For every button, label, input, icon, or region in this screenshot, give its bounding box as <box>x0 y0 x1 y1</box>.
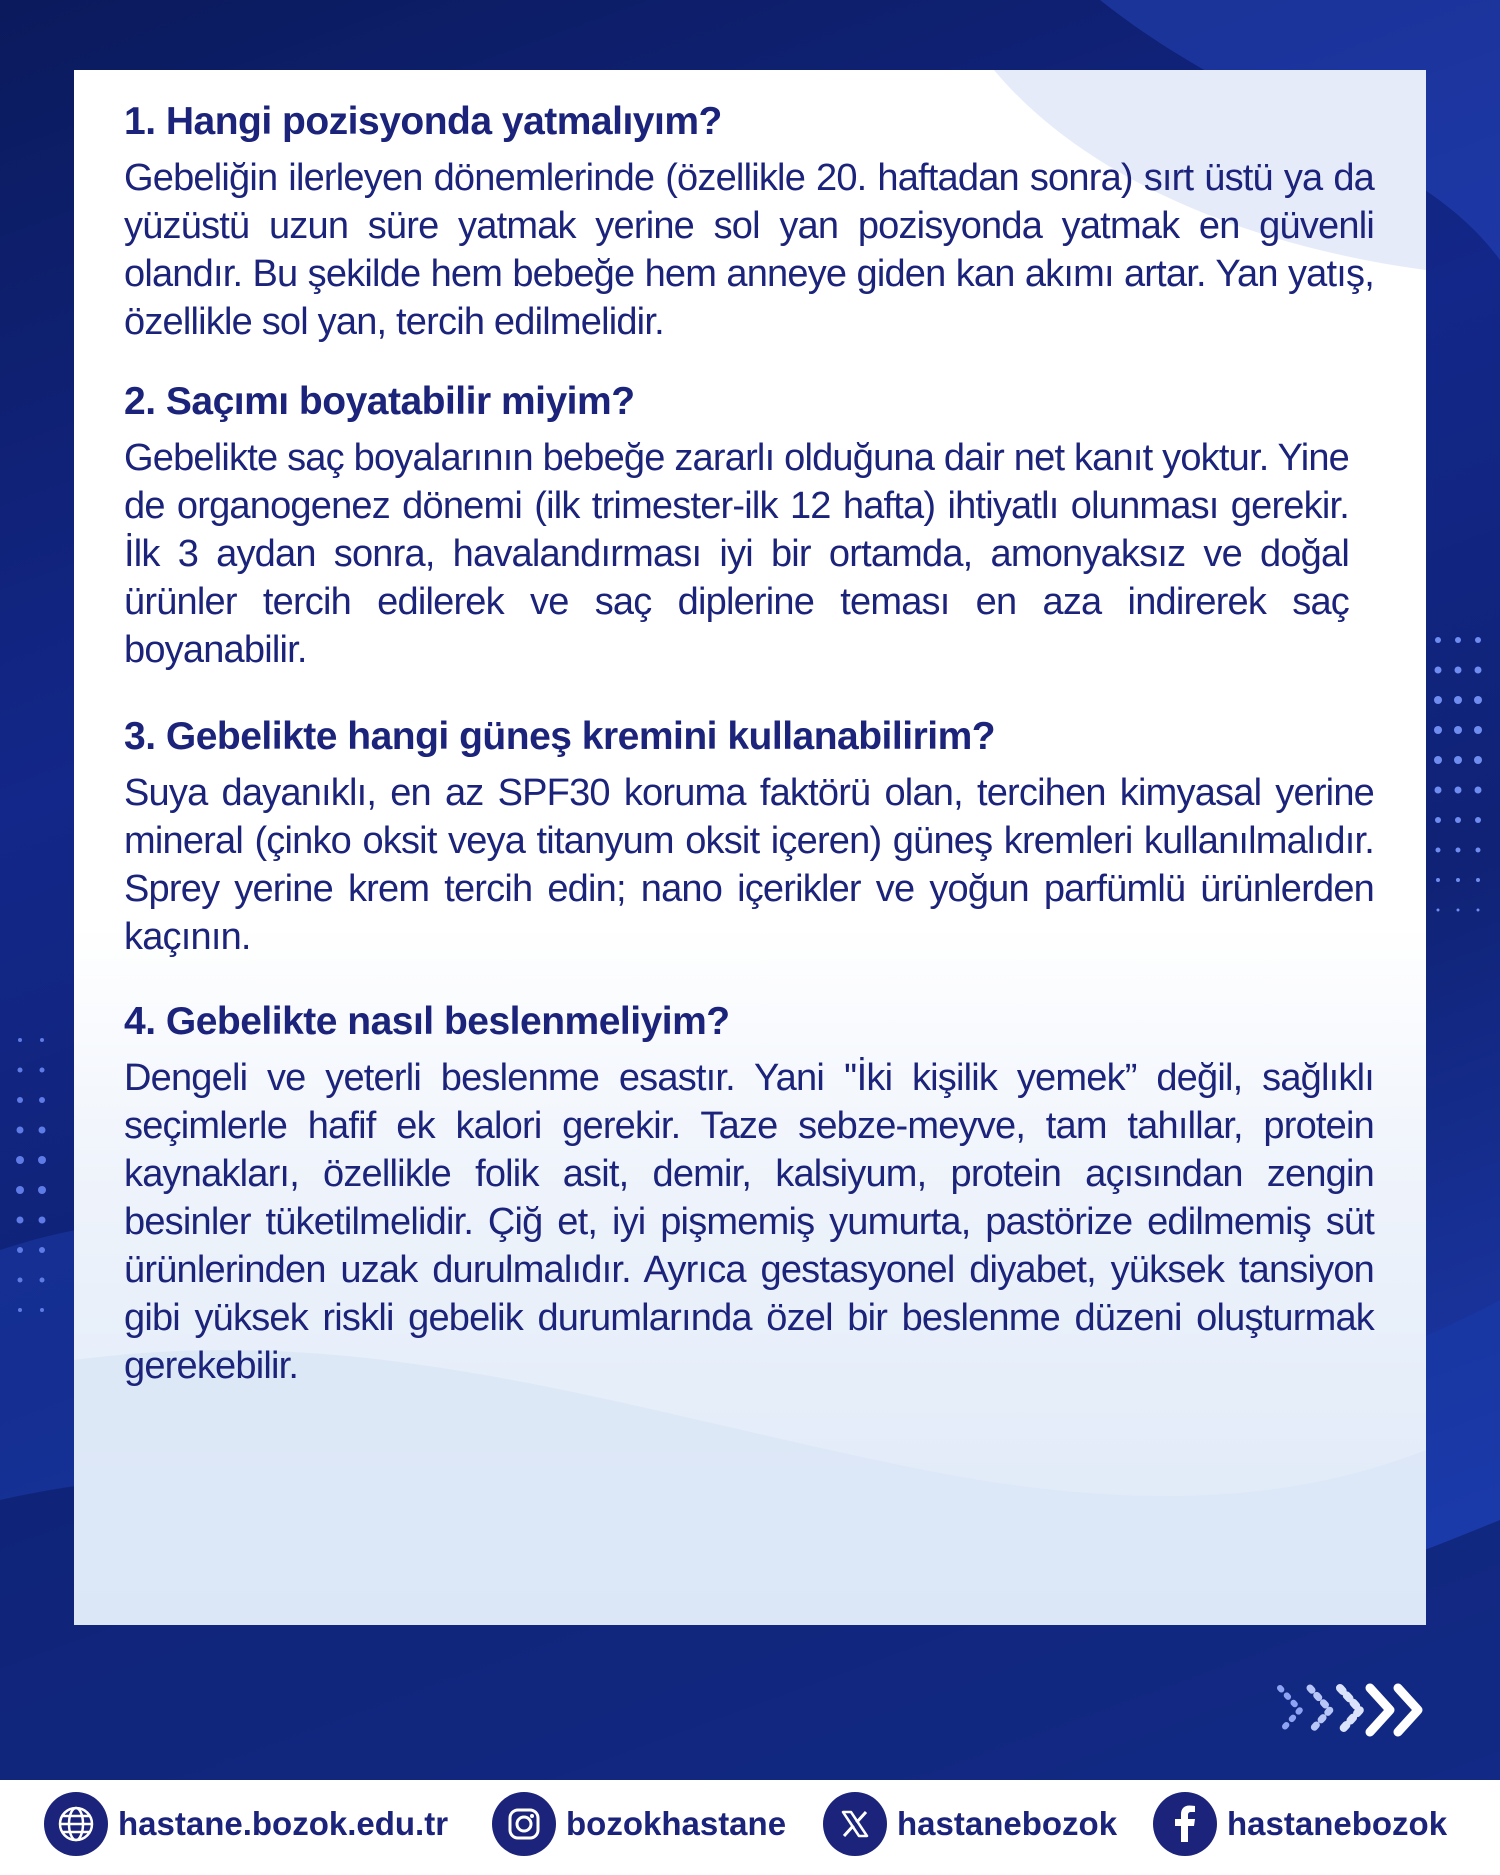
faq-answer: Dengeli ve yeterli beslenme esastır. Yani ''İki kişilik yemek” değil, sağlıklı seçimlerle hafif ek kalori gerekir. Taze sebze-meyve, tam tahıllar, protein kaynakları, özellikle folik asit, demir, kalsiyum, protein açısından zengin besinler tüketilmelidir. Çiğ et, iyi pişmemiş yumurta, pastörize edilmemiş süt ürünlerinden uzak durulmalıdır. Ayrıca gestasyonel diyabet, yüksek tansiyon gibi yüksek riskli gebelik durumlarında özel bir beslenme düzeni oluşturmak gerekebilir. <box>124 1057 1374 1387</box>
dot-pattern-right <box>1430 630 1500 950</box>
faq-question: 3. Gebelikte hangi güneş kremini kullanabilirim? <box>124 715 996 758</box>
x-label: hastanebozok <box>897 1805 1118 1842</box>
faq-answer: Suya dayanıklı, en az SPF30 koruma faktörü olan, tercihen kimyasal yerine mineral (çinko oksit veya titanyum oksit içeren) güneş kremleri kullanılmalıdır. Sprey yerine krem tercih edin; nano içerikler ve yoğun parfümlü ürünlerden kaçının. <box>124 772 1374 958</box>
facebook-icon <box>1153 1792 1217 1856</box>
faq-item-4 <box>124 1000 1374 1390</box>
instagram-link[interactable] <box>492 1792 786 1856</box>
faq-item-1 <box>124 100 1374 346</box>
globe-icon <box>44 1792 108 1856</box>
facebook-link[interactable] <box>1153 1792 1447 1856</box>
faq-answer: Gebelikte saç boyalarının bebeğe zararlı olduğuna dair net kanıt yoktur. Yine de organogenez dönemi (ilk trimester-ilk 12 hafta) ihtiyatlı olunması gerekir. İlk 3 aydan sonra, havalandırması iyi bir ortamda, amonyaksız ve doğal ürünler tercih edilerek ve saç diplerine teması en aza indirerek saç boyanabilir. <box>124 437 1349 671</box>
faq-card <box>74 70 1426 1625</box>
faq-item-2 <box>124 380 1349 674</box>
faq-item-3 <box>124 715 1374 961</box>
website-label: hastane.bozok.edu.tr <box>118 1805 449 1842</box>
faq-question: 2. Saçımı boyatabilir miyim? <box>124 380 635 423</box>
dot-pattern-left <box>10 1030 70 1350</box>
x-icon <box>823 1792 887 1856</box>
faq-answer: Gebeliğin ilerleyen dönemlerinde (özellikle 20. haftadan sonra) sırt üstü ya da yüzüstü uzun süre yatmak yerine sol yan pozisyonda yatmak en güvenli olandır. Bu şekilde hem bebeğe hem anneye giden kan akımı artar. Yan yatış, özellikle sol yan, tercih edilmelidir. <box>124 157 1374 343</box>
chevrons-right-icon <box>1270 1680 1430 1740</box>
faq-question: 1. Hangi pozisyonda yatmalıyım? <box>124 100 722 143</box>
instagram-icon <box>492 1792 556 1856</box>
instagram-label: bozokhastane <box>566 1805 787 1842</box>
faq-question: 4. Gebelikte nasıl beslenmeliyim? <box>124 1000 730 1043</box>
website-link[interactable] <box>44 1792 448 1856</box>
facebook-label: hastanebozok <box>1227 1805 1448 1842</box>
x-link[interactable] <box>823 1792 1117 1856</box>
